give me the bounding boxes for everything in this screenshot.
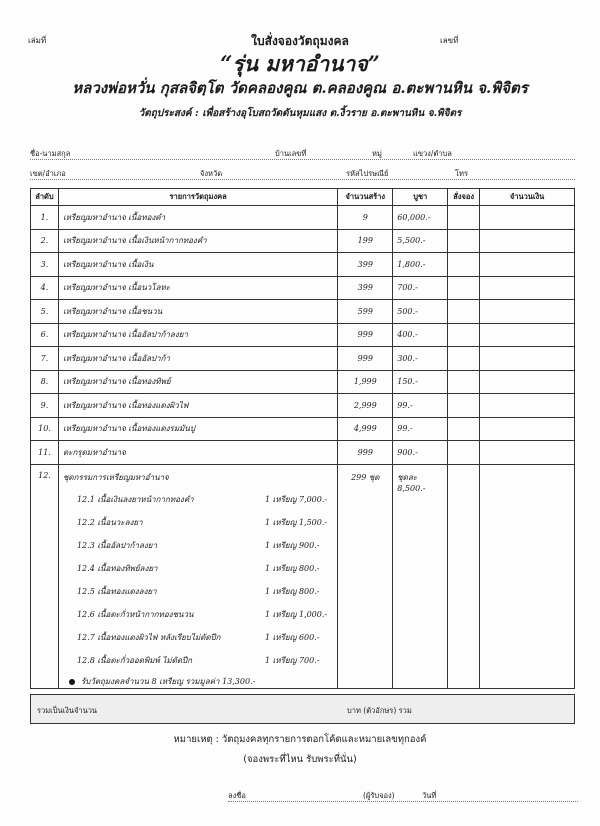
province-label: จังหวัด: [200, 169, 223, 178]
item-name: เหรียญมหาอำนาจ เนื้อชนวน: [58, 300, 337, 324]
item-price: 60,000.-: [393, 206, 448, 230]
item-price: 700.-: [393, 276, 448, 300]
header-quantity: จำนวนสร้าง: [338, 189, 393, 206]
item-price: 500.-: [393, 300, 448, 324]
set-item-count: 1 เหรียญ 800.-: [264, 586, 320, 596]
amount-cell[interactable]: [480, 417, 575, 441]
district-label: เขต/อำเภอ: [30, 169, 66, 178]
item-quantity: 599: [338, 300, 393, 324]
amount-cell[interactable]: [480, 347, 575, 371]
receiver-role-label: (ผู้รับจอง): [363, 791, 395, 800]
address-row-1: [30, 148, 575, 160]
table-row: [31, 206, 575, 230]
set-item-name: 12.3 เนื้ออัลปาก้าลงยา: [76, 540, 157, 550]
item-quantity: 4,999: [338, 417, 393, 441]
header-price: บูชา: [393, 189, 448, 206]
amount-cell[interactable]: [480, 323, 575, 347]
set-price-cell: [393, 464, 448, 688]
table-row: [31, 441, 575, 465]
set-item-name: 12.1 เนื้อเงินลงยาหน้ากากทองคำ: [76, 494, 194, 504]
item-name: ตะกรุดมหาอำนาจ: [58, 441, 337, 465]
amount-cell[interactable]: [480, 464, 575, 688]
item-price: 99.-: [393, 394, 448, 418]
table-header-row: [31, 189, 575, 206]
set-item-count: 1 เหรียญ 900.-: [264, 540, 320, 550]
item-price: 5,500.-: [393, 229, 448, 253]
table-row: [31, 323, 575, 347]
amount-cell[interactable]: [480, 229, 575, 253]
order-cell[interactable]: [448, 464, 480, 688]
set-item-name: 12.7 เนื้อทองแดงผิวไฟ หลังเรียบไม่ตัดปีก: [76, 632, 221, 642]
amount-cell[interactable]: [480, 206, 575, 230]
table-row: [31, 394, 575, 418]
item-name: เหรียญมหาอำนาจ เนื้ออัลปาก้าลงยา: [58, 323, 337, 347]
item-quantity: 399: [338, 276, 393, 300]
table-row: [31, 370, 575, 394]
order-cell[interactable]: [448, 229, 480, 253]
set-item: [77, 603, 333, 626]
row-number: 2.: [31, 229, 59, 253]
set-details: [58, 464, 337, 688]
order-cell[interactable]: [448, 276, 480, 300]
item-name: เหรียญมหาอำนาจ เนื้อทองแดงรมมันปู: [58, 417, 337, 441]
moo-label: หมู่: [372, 149, 382, 158]
row-number: 7.: [31, 347, 59, 371]
item-quantity: 199: [338, 229, 393, 253]
header-order: สั่งจอง: [448, 189, 480, 206]
set-item-count: 1 เหรียญ 600.-: [264, 632, 320, 642]
set-title: ชุดกรรมการเหรียญมหาอำนาจ: [62, 472, 169, 482]
item-price: 400.-: [393, 323, 448, 347]
row-number: 10.: [31, 417, 59, 441]
total-amount-box: [30, 694, 575, 724]
purpose-line: วัตถุประสงค์ : เพื่อสร้างอุโบสถวัดดันหุมแสง ต.งิ้วราย อ.ตะพานหิน จ.พิจิตร: [138, 108, 462, 119]
address-row-2: [30, 168, 575, 180]
document-number-label: เลขที่: [440, 36, 459, 45]
table-row: [31, 347, 575, 371]
order-cell[interactable]: [448, 394, 480, 418]
series-title: “รุ่น มหาอำนาจ”: [220, 51, 380, 76]
signature-label: ลงชื่อ: [228, 791, 246, 800]
item-price: 99.-: [393, 417, 448, 441]
header-amount: จำนวนเงิน: [480, 189, 575, 206]
committee-set-row: [31, 464, 575, 688]
amount-cell[interactable]: [480, 276, 575, 300]
table-row: [31, 300, 575, 324]
order-cell[interactable]: [448, 417, 480, 441]
table-row: [31, 276, 575, 300]
item-quantity: 999: [338, 323, 393, 347]
item-name: เหรียญมหาอำนาจ เนื้อทองคำ: [58, 206, 337, 230]
set-item-name: 12.5 เนื้อทองแดงลงยา: [76, 586, 157, 596]
total-label: รวมเป็นเงินจำนวน: [37, 706, 98, 715]
phone-label: โทร: [455, 169, 469, 178]
header-item: รายการวัตถุมงคล: [58, 189, 337, 206]
amount-cell[interactable]: [480, 300, 575, 324]
item-price: 300.-: [393, 347, 448, 371]
item-quantity: 999: [338, 347, 393, 371]
document-title: ใบสั่งจองวัตถุมงคล: [251, 34, 349, 48]
order-cell[interactable]: [448, 347, 480, 371]
row-number: 9.: [31, 394, 59, 418]
order-items-table: [30, 188, 575, 689]
set-item: [77, 580, 333, 603]
set-price: ชุดละ 8,500.-: [397, 472, 426, 493]
set-item-name: 12.4 เนื้อทองทิพย์ลงยา: [76, 563, 158, 573]
row-number: 4.: [31, 276, 59, 300]
set-item-count: 1 เหรียญ 1,500.-: [264, 517, 328, 527]
set-item: [77, 511, 333, 534]
item-name: เหรียญมหาอำนาจ เนื้ออัลปาก้า: [58, 347, 337, 371]
item-name: เหรียญมหาอำนาจ เนื้อนวโลหะ: [58, 276, 337, 300]
table-row: [31, 253, 575, 277]
item-name: เหรียญมหาอำนาจ เนื้อเงิน: [58, 253, 337, 277]
order-cell[interactable]: [448, 323, 480, 347]
set-quantity-cell: [338, 464, 393, 688]
header-no: ลำดับ: [31, 189, 59, 206]
set-summary-text: รับวัตถุมงคลจำนวน 8 เหรียญ รวมมูลค่า 13,300.-: [80, 676, 256, 686]
row-number: 1.: [31, 206, 59, 230]
item-quantity: 1,999: [338, 370, 393, 394]
order-cell[interactable]: [448, 370, 480, 394]
item-name: เหรียญมหาอำนาจ เนื้อทองทิพย์: [58, 370, 337, 394]
baht-text-label: บาท (ตัวอักษร) รวม: [347, 706, 412, 715]
set-summary: [69, 675, 333, 688]
set-row-number: [31, 464, 59, 688]
row-number: 3.: [31, 253, 59, 277]
signature-line: [228, 790, 578, 802]
monk-temple-line: หลวงพ่อหวั่น กุสลจิตฺโต วัดคลองคูณ ต.คลองคูณ อ.ตะพานหิน จ.พิจิตร: [72, 79, 528, 97]
amount-cell[interactable]: [480, 394, 575, 418]
set-item-count: 1 เหรียญ 800.-: [264, 563, 320, 573]
set-item: [77, 626, 333, 649]
order-cell[interactable]: [448, 253, 480, 277]
set-item-name: 12.2 เนื้อนวะลงยา: [76, 517, 143, 527]
order-cell[interactable]: [448, 206, 480, 230]
set-item: [77, 534, 333, 557]
set-item: [77, 488, 333, 511]
table-row: [31, 229, 575, 253]
pickup-note: (จองพระที่ไหน รับพระที่นั่น): [243, 754, 357, 765]
table-row: [31, 417, 575, 441]
amount-cell[interactable]: [480, 441, 575, 465]
item-name: เหรียญมหาอำนาจ เนื้อทองแดงผิวไฟ: [58, 394, 337, 418]
set-item-name: 12.6 เนื้อตะกั่วหน้ากากทองชนวน: [76, 609, 194, 619]
remark-line: หมายเหตุ : วัตถุมงคลทุกรายการตอกโค้ดและหมายเลขทุกองค์: [173, 734, 427, 745]
book-number-label: เล่มที่: [28, 36, 47, 45]
set-item: [77, 557, 333, 580]
row-number: 6.: [31, 323, 59, 347]
amount-cell[interactable]: [480, 370, 575, 394]
set-item-count: 1 เหรียญ 7,000.-: [264, 494, 328, 504]
set-item-count: 1 เหรียญ 1,000.-: [264, 609, 328, 619]
set-item-list: [77, 488, 333, 672]
postcode-label: รหัสไปรษณีย์: [346, 169, 389, 178]
item-name: เหรียญมหาอำนาจ เนื้อเงินหน้ากากทองคำ: [58, 229, 337, 253]
subdistrict-label: แขวง/ตำบล: [413, 149, 452, 158]
row-number: 11.: [31, 441, 59, 465]
order-cell[interactable]: [448, 441, 480, 465]
bullet-dot-icon: [69, 679, 75, 685]
item-price: 1,800.-: [393, 253, 448, 277]
item-price: 900.-: [393, 441, 448, 465]
set-item-count: 1 เหรียญ 700.-: [264, 655, 320, 665]
set-item-name: 12.8 เนื้อตะกั่วออดพิมพ์ ไม่ตัดปีก: [76, 655, 192, 665]
set-quantity: 299 ชุด: [351, 472, 380, 482]
order-cell[interactable]: [448, 300, 480, 324]
house-number-label: บ้านเลขที่: [275, 149, 307, 158]
row-number: 5.: [31, 300, 59, 324]
item-price: 150.-: [393, 370, 448, 394]
item-quantity: 999: [338, 441, 393, 465]
set-item: [77, 649, 333, 672]
item-quantity: 2,999: [338, 394, 393, 418]
set-number: 12.: [38, 470, 51, 480]
item-quantity: 9: [338, 206, 393, 230]
row-number: 8.: [31, 370, 59, 394]
date-label: วันที่: [422, 791, 437, 800]
amount-cell[interactable]: [480, 253, 575, 277]
name-label: ชื่อ-นามสกุล: [30, 149, 71, 158]
item-quantity: 399: [338, 253, 393, 277]
